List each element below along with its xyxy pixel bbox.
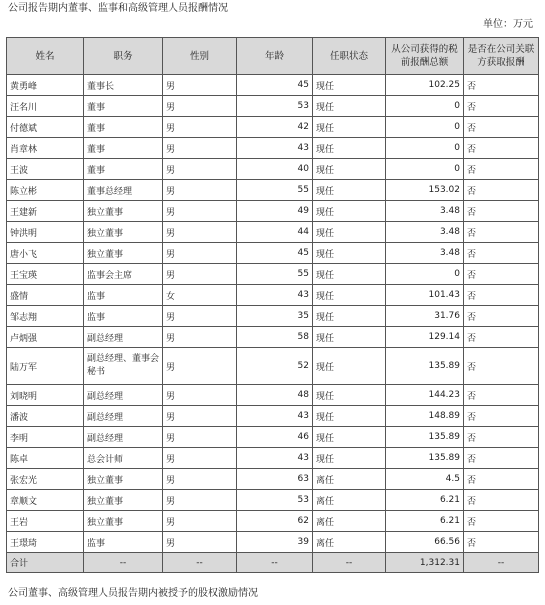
- cell-pay: 148.89: [386, 406, 464, 427]
- cell-status: 现任: [313, 448, 386, 469]
- cell-age: 43: [237, 406, 313, 427]
- total-position: --: [84, 553, 163, 573]
- cell-age: 43: [237, 138, 313, 159]
- cell-related: 否: [464, 285, 539, 306]
- cell-status: 现任: [313, 427, 386, 448]
- cell-gender: 男: [163, 138, 237, 159]
- cell-status: 现任: [313, 406, 386, 427]
- cell-related: 否: [464, 159, 539, 180]
- cell-pay: 135.89: [386, 448, 464, 469]
- cell-name: 王宝瑛: [7, 264, 84, 285]
- cell-gender: 男: [163, 427, 237, 448]
- cell-related: 否: [464, 222, 539, 243]
- cell-status: 现任: [313, 138, 386, 159]
- cell-related: 否: [464, 264, 539, 285]
- cell-gender: 男: [163, 96, 237, 117]
- cell-status: 现任: [313, 201, 386, 222]
- cell-status: 现任: [313, 222, 386, 243]
- cell-related: 否: [464, 448, 539, 469]
- cell-status: 离任: [313, 469, 386, 490]
- cell-age: 63: [237, 469, 313, 490]
- cell-status: 离任: [313, 490, 386, 511]
- cell-age: 52: [237, 348, 313, 385]
- header-related: 是否在公司关联方获取报酬: [464, 38, 539, 75]
- cell-position: 副总经理: [84, 427, 163, 448]
- table-row: [7, 469, 539, 490]
- cell-position: 董事长: [84, 75, 163, 96]
- cell-age: 42: [237, 117, 313, 138]
- footer-heading: 公司董事、高级管理人员报告期内被授予的股权激励情况: [8, 588, 258, 599]
- table-row: [7, 427, 539, 448]
- cell-related: 否: [464, 243, 539, 264]
- cell-position: 董事: [84, 117, 163, 138]
- cell-position: 独立董事: [84, 490, 163, 511]
- cell-age: 55: [237, 264, 313, 285]
- section-title: 公司报告期内董事、监事和高级管理人员报酬情况: [8, 3, 228, 14]
- cell-status: 现任: [313, 75, 386, 96]
- cell-name: 陆万军: [7, 348, 84, 385]
- header-name: 姓名: [7, 38, 84, 75]
- cell-name: 汪名川: [7, 96, 84, 117]
- cell-age: 55: [237, 180, 313, 201]
- cell-age: 44: [237, 222, 313, 243]
- cell-pay: 0: [386, 138, 464, 159]
- cell-name: 陈立彬: [7, 180, 84, 201]
- cell-position: 董事: [84, 138, 163, 159]
- cell-age: 45: [237, 75, 313, 96]
- cell-name: 刘晓明: [7, 385, 84, 406]
- cell-name: 黄勇峰: [7, 75, 84, 96]
- cell-related: 否: [464, 96, 539, 117]
- table-row: [7, 243, 539, 264]
- table-row: [7, 490, 539, 511]
- cell-status: 现任: [313, 243, 386, 264]
- cell-age: 53: [237, 490, 313, 511]
- cell-name: 肖章林: [7, 138, 84, 159]
- cell-status: 现任: [313, 348, 386, 385]
- cell-status: 现任: [313, 385, 386, 406]
- cell-pay: 6.21: [386, 490, 464, 511]
- cell-age: 62: [237, 511, 313, 532]
- cell-pay: 4.5: [386, 469, 464, 490]
- table-row: [7, 306, 539, 327]
- table-row: [7, 385, 539, 406]
- cell-related: 否: [464, 117, 539, 138]
- cell-gender: 男: [163, 448, 237, 469]
- cell-gender: 男: [163, 306, 237, 327]
- table-row: [7, 532, 539, 553]
- cell-status: 现任: [313, 159, 386, 180]
- table-row: [7, 348, 539, 385]
- table-row: [7, 511, 539, 532]
- cell-pay: 3.48: [386, 243, 464, 264]
- table-row: [7, 285, 539, 306]
- cell-gender: 男: [163, 264, 237, 285]
- cell-pay: 101.43: [386, 285, 464, 306]
- cell-pay: 102.25: [386, 75, 464, 96]
- total-gender: --: [163, 553, 237, 573]
- cell-position: 副总经理: [84, 385, 163, 406]
- table-row: [7, 406, 539, 427]
- cell-position: 独立董事: [84, 222, 163, 243]
- cell-pay: 3.48: [386, 201, 464, 222]
- cell-name: 钟洪明: [7, 222, 84, 243]
- cell-position: 副总经理: [84, 327, 163, 348]
- cell-position: 监事: [84, 285, 163, 306]
- cell-name: 王岩: [7, 511, 84, 532]
- cell-position: 监事会主席: [84, 264, 163, 285]
- cell-related: 否: [464, 180, 539, 201]
- cell-status: 离任: [313, 532, 386, 553]
- cell-related: 否: [464, 469, 539, 490]
- cell-position: 副总经理: [84, 406, 163, 427]
- cell-name: 王建新: [7, 201, 84, 222]
- cell-pay: 144.23: [386, 385, 464, 406]
- cell-age: 49: [237, 201, 313, 222]
- cell-pay: 135.89: [386, 427, 464, 448]
- cell-gender: 男: [163, 75, 237, 96]
- cell-gender: 男: [163, 469, 237, 490]
- cell-related: 否: [464, 327, 539, 348]
- cell-pay: 153.02: [386, 180, 464, 201]
- table-row: [7, 448, 539, 469]
- total-related: --: [464, 553, 539, 573]
- table-row: [7, 117, 539, 138]
- cell-pay: 129.14: [386, 327, 464, 348]
- cell-gender: 男: [163, 222, 237, 243]
- cell-position: 副总经理、董事会秘书: [84, 348, 163, 385]
- cell-name: 张宏光: [7, 469, 84, 490]
- cell-gender: 男: [163, 327, 237, 348]
- compensation-table: [6, 37, 539, 573]
- cell-position: 总会计师: [84, 448, 163, 469]
- cell-related: 否: [464, 532, 539, 553]
- cell-pay: 0: [386, 96, 464, 117]
- table-row: [7, 180, 539, 201]
- cell-related: 否: [464, 138, 539, 159]
- cell-name: 王璟琦: [7, 532, 84, 553]
- table-row: [7, 138, 539, 159]
- cell-gender: 男: [163, 159, 237, 180]
- cell-related: 否: [464, 490, 539, 511]
- cell-name: 陈卓: [7, 448, 84, 469]
- cell-name: 付德斌: [7, 117, 84, 138]
- header-position: 职务: [84, 38, 163, 75]
- cell-status: 现任: [313, 117, 386, 138]
- cell-related: 否: [464, 385, 539, 406]
- cell-gender: 男: [163, 406, 237, 427]
- cell-status: 离任: [313, 511, 386, 532]
- cell-pay: 135.89: [386, 348, 464, 385]
- cell-position: 董事: [84, 96, 163, 117]
- total-status: --: [313, 553, 386, 573]
- cell-gender: 男: [163, 511, 237, 532]
- cell-gender: 男: [163, 180, 237, 201]
- cell-gender: 男: [163, 117, 237, 138]
- table-row: [7, 201, 539, 222]
- cell-age: 40: [237, 159, 313, 180]
- cell-pay: 66.56: [386, 532, 464, 553]
- cell-name: 章顺文: [7, 490, 84, 511]
- table-header-row: [7, 38, 539, 75]
- cell-pay: 0: [386, 159, 464, 180]
- total-row: [7, 553, 539, 573]
- cell-pay: 0: [386, 264, 464, 285]
- cell-status: 现任: [313, 180, 386, 201]
- cell-gender: 女: [163, 285, 237, 306]
- cell-related: 否: [464, 406, 539, 427]
- cell-name: 邹志翔: [7, 306, 84, 327]
- cell-status: 现任: [313, 285, 386, 306]
- cell-name: 潘波: [7, 406, 84, 427]
- cell-age: 48: [237, 385, 313, 406]
- header-status: 任职状态: [313, 38, 386, 75]
- cell-related: 否: [464, 201, 539, 222]
- cell-pay: 6.21: [386, 511, 464, 532]
- table-row: [7, 327, 539, 348]
- cell-gender: 男: [163, 490, 237, 511]
- table-row: [7, 159, 539, 180]
- cell-name: 卢炳强: [7, 327, 84, 348]
- table-row: [7, 96, 539, 117]
- cell-status: 现任: [313, 327, 386, 348]
- cell-age: 58: [237, 327, 313, 348]
- cell-pay: 31.76: [386, 306, 464, 327]
- cell-age: 53: [237, 96, 313, 117]
- cell-gender: 男: [163, 385, 237, 406]
- cell-age: 45: [237, 243, 313, 264]
- cell-age: 43: [237, 448, 313, 469]
- table-row: [7, 264, 539, 285]
- cell-name: 李明: [7, 427, 84, 448]
- total-age: --: [237, 553, 313, 573]
- cell-gender: 男: [163, 532, 237, 553]
- cell-gender: 男: [163, 243, 237, 264]
- cell-position: 监事: [84, 532, 163, 553]
- cell-status: 现任: [313, 306, 386, 327]
- table-row: [7, 75, 539, 96]
- cell-name: 盛情: [7, 285, 84, 306]
- cell-related: 否: [464, 427, 539, 448]
- cell-position: 监事: [84, 306, 163, 327]
- unit-label: 单位：万元: [483, 19, 533, 30]
- cell-position: 独立董事: [84, 201, 163, 222]
- cell-name: 王波: [7, 159, 84, 180]
- cell-position: 董事: [84, 159, 163, 180]
- cell-related: 否: [464, 511, 539, 532]
- cell-age: 35: [237, 306, 313, 327]
- total-pay: 1,312.31: [386, 553, 464, 573]
- cell-gender: 男: [163, 201, 237, 222]
- cell-status: 现任: [313, 96, 386, 117]
- table-row: [7, 222, 539, 243]
- cell-pay: 3.48: [386, 222, 464, 243]
- cell-position: 独立董事: [84, 243, 163, 264]
- cell-name: 唐小飞: [7, 243, 84, 264]
- header-gender: 性别: [163, 38, 237, 75]
- cell-related: 否: [464, 348, 539, 385]
- total-name: 合计: [7, 553, 84, 573]
- cell-age: 39: [237, 532, 313, 553]
- cell-related: 否: [464, 306, 539, 327]
- table-body: [7, 75, 539, 553]
- cell-related: 否: [464, 75, 539, 96]
- header-age: 年龄: [237, 38, 313, 75]
- cell-position: 独立董事: [84, 469, 163, 490]
- cell-age: 43: [237, 285, 313, 306]
- cell-age: 46: [237, 427, 313, 448]
- cell-gender: 男: [163, 348, 237, 385]
- cell-position: 独立董事: [84, 511, 163, 532]
- cell-position: 董事总经理: [84, 180, 163, 201]
- cell-pay: 0: [386, 117, 464, 138]
- header-pay: 从公司获得的税前报酬总额: [386, 38, 464, 75]
- cell-status: 现任: [313, 264, 386, 285]
